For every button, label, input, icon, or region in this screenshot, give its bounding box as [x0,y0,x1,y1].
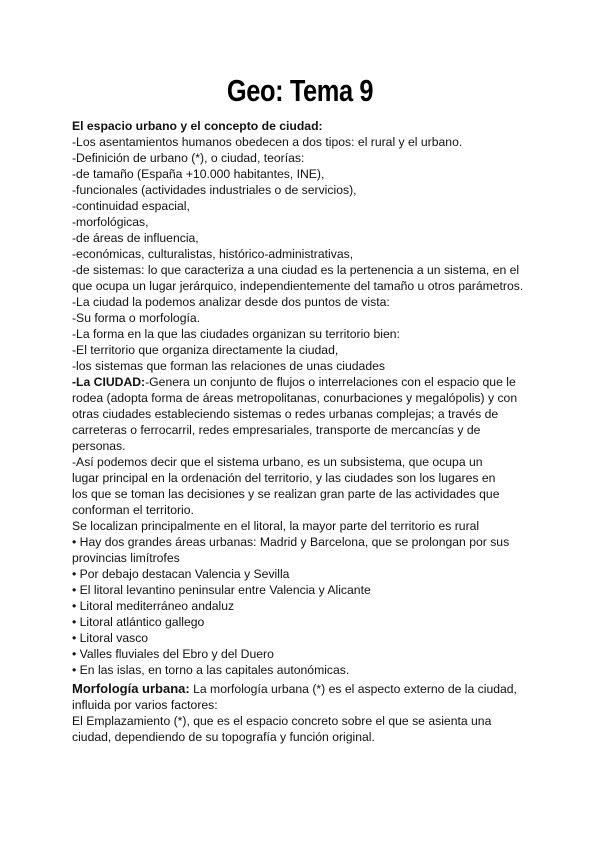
text-line: -El territorio que organiza directamente la ciudad, [72,343,339,357]
text-line: -de tamaño (España +10.000 habitantes, INE), [72,167,325,181]
bullet-item: • Litoral vasco [72,631,149,645]
text-line: rodea (adopta forma de áreas metropolitanas, conurbaciones y megalópolis) y con [72,391,518,405]
text-line: -Su forma o morfología. [72,311,201,325]
text-line: El Emplazamiento (*), que es el espacio concreto sobre el que se asienta una [72,714,492,728]
morfologia-text: La morfología urbana (*) es el aspecto externo de la ciudad, [189,682,517,696]
text-line: -los sistemas que forman las relaciones de unas ciudades [72,359,385,373]
text-line: -La ciudad la podemos analizar desde dos puntos de vista: [72,295,390,309]
text-line: -Los asentamientos humanos obedecen a dos tipos: el rural y el urbano. [72,135,463,149]
text-line: carreteras o ferrocarril, redes empresariales, transporte de mercancías y de [72,423,481,437]
bullet-item: • Por debajo destacan Valencia y Sevilla [72,567,290,581]
ciudad-text: -Genera un conjunto de flujos o interrelaciones con el espacio que le [145,375,516,389]
text-line: personas. [72,439,126,453]
bullet-item: • Litoral atlántico gallego [72,615,205,629]
text-line: -funcionales (actividades industriales o de servicios), [72,183,357,197]
text-line: -Definición de urbano (*), o ciudad, teorías: [72,151,305,165]
text-line: otras ciudades estableciendo sistemas o redes urbanas complejas; a través de [72,407,499,421]
text-line: -morfológicas, [72,215,149,229]
bullet-item: • El litoral levantino peninsular entre Valencia y Alicante [72,583,371,597]
text-line: -La forma en la que las ciudades organizan su territorio bien: [72,327,400,341]
document-title: Geo: Tema 9 [226,73,374,108]
ciudad-label: -La CIUDAD: [72,375,146,389]
text-line: Se localizan principalmente en el litoral, la mayor parte del territorio es rural [72,519,480,533]
morfologia-paragraph-start [72,681,532,697]
text-line: que ocupa un lugar jerárquico, independientemente del tamaño u otros parámetros. [72,279,524,293]
text-line: conforman el territorio. [72,503,194,517]
text-line: ciudad, dependiendo de su topografía y función original. [72,730,375,744]
text-line: -continuidad espacial, [72,199,190,213]
text-line: lugar principal en la ordenación del territorio, y las ciudades son los lugares en [72,471,496,485]
bullet-item: • Hay dos grandes áreas urbanas: Madrid y Barcelona, que se prolongan por sus [72,535,510,549]
text-line: influida por varios factores: [72,698,218,712]
bullet-item: • En las islas, en torno a las capitales autonómicas. [72,663,350,677]
morfologia-label: Morfología urbana: [72,681,190,696]
text-line: -de sistemas: lo que caracteriza a una ciudad es la pertenencia a un sistema, en el [72,263,520,277]
text-line: los que se toman las decisiones y se realizan gran parte de las actividades que [72,487,500,501]
text-line: -Así podemos decir que el sistema urbano, es un subsistema, que ocupa un [72,455,483,469]
text-line: provincias limítrofes [72,551,180,565]
bullet-item: • Litoral mediterráneo andaluz [72,599,235,613]
text-line: -de áreas de influencia, [72,231,199,245]
document-body [72,118,532,745]
text-line: -económicas, culturalistas, histórico-administrativas, [72,247,354,261]
section-heading-espacio-urbano: El espacio urbano y el concepto de ciudad: [72,119,323,133]
ciudad-paragraph-start [72,374,532,390]
bullet-item: • Valles fluviales del Ebro y del Duero [72,647,274,661]
